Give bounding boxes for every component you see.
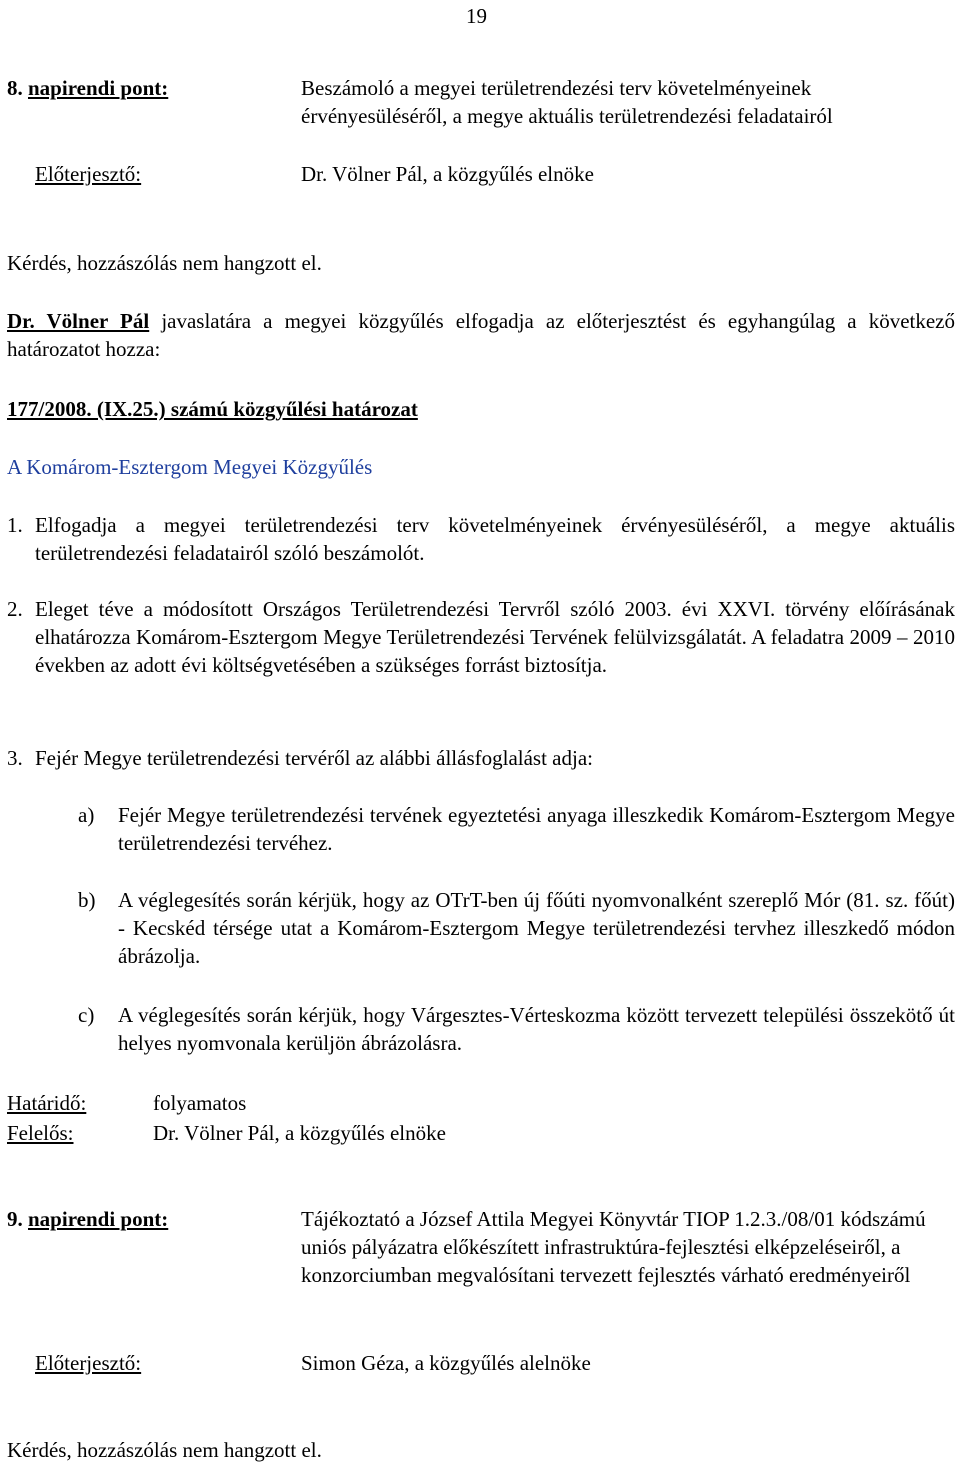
item8-presenter: Dr. Völner Pál, a közgyűlés elnöke	[301, 162, 594, 186]
resolution-title: 177/2008. (IX.25.) számú közgyűlési határozat	[7, 397, 418, 421]
item9-no-questions: Kérdés, hozzászólás nem hangzott el.	[7, 1438, 322, 1462]
item9-presenter: Simon Géza, a közgyűlés alelnöke	[301, 1351, 591, 1375]
subpoint-c-letter: c)	[78, 1003, 95, 1027]
item8-heading	[7, 74, 168, 102]
assembly-name: A Komárom-Esztergom Megyei Közgyűlés	[7, 455, 373, 479]
item8-title: Beszámoló a megyei területrendezési terv követelményeinek érvényesüléséről, a megye aktuális területrendezési feladatairól	[301, 76, 833, 128]
item8-proposal	[7, 307, 955, 363]
point-3-number: 3.	[7, 746, 23, 770]
proposal-name: Dr. Völner Pál	[7, 309, 150, 333]
item8-label: napirendi pont:	[28, 76, 169, 100]
item9-heading	[7, 1205, 168, 1233]
point-2-text: Eleget téve a módosított Országos Területrendezési Tervről szóló 2003. évi XXVI. törvény előírásának elhatározza Komárom-Esztergom Megye Területrendezési Tervének felülvizsgálatát. A feladatra 2009 – 2010 években az adott évi költségvetésében a szükséges forrást biztosítja.	[35, 597, 955, 677]
subpoint-b-text: A véglegesítés során kérjük, hogy az OTrT-ben új főúti nyomvonalként szereplő Mór (81. sz. főút) - Kecskéd térsége utat a Komárom-Esztergom Megye területrendezési tervhez illeszkedő módon ábrázolja.	[118, 888, 955, 968]
item9-number: 9.	[7, 1207, 23, 1231]
item9-title: Tájékoztató a József Attila Megyei Könyvtár TIOP 1.2.3./08/01 kódszámú uniós pályázatra előkészített infrastruktúra-fejlesztési elképzeléseiről, a konzorciumban megvalósítani tervezett fejlesztés várható eredményeiről	[301, 1207, 926, 1287]
point-1-text: Elfogadja a megyei területrendezési terv követelményeinek érvényesüléséről, a megye aktuális területrendezési feladatairól szóló beszámolót.	[35, 513, 955, 565]
item8-presenter-label: Előterjesztő:	[35, 162, 142, 186]
deadline-label: Határidő:	[7, 1091, 87, 1115]
proposal-text: javaslatára a megyei közgyűlés elfogadja az előterjesztést és egyhangúlag a következő határozatot hozza:	[7, 309, 956, 361]
point-2-number: 2.	[7, 597, 23, 621]
deadline-value: folyamatos	[153, 1091, 247, 1115]
point-1-number: 1.	[7, 513, 23, 537]
item8-no-questions: Kérdés, hozzászólás nem hangzott el.	[7, 251, 322, 275]
page-number: 19	[466, 4, 487, 28]
responsible-label: Felelős:	[7, 1121, 74, 1145]
item9-label: napirendi pont:	[28, 1207, 169, 1231]
point-3-text: Fejér Megye területrendezési tervéről az alábbi állásfoglalást adja:	[35, 746, 593, 770]
subpoint-a-text: Fejér Megye területrendezési tervének egyeztetési anyaga illeszkedik Komárom-Esztergom Megye területrendezési tervéhez.	[118, 803, 955, 855]
item9-presenter-label: Előterjesztő:	[35, 1351, 142, 1375]
subpoint-b-letter: b)	[78, 888, 96, 912]
subpoint-c-text: A véglegesítés során kérjük, hogy Várgesztes-Vérteskozma között tervezett települési összekötő út helyes nyomvonala kerüljön ábrázolásra.	[118, 1003, 955, 1055]
responsible-value: Dr. Völner Pál, a közgyűlés elnöke	[153, 1121, 446, 1145]
item8-number: 8.	[7, 76, 23, 100]
subpoint-a-letter: a)	[78, 803, 95, 827]
